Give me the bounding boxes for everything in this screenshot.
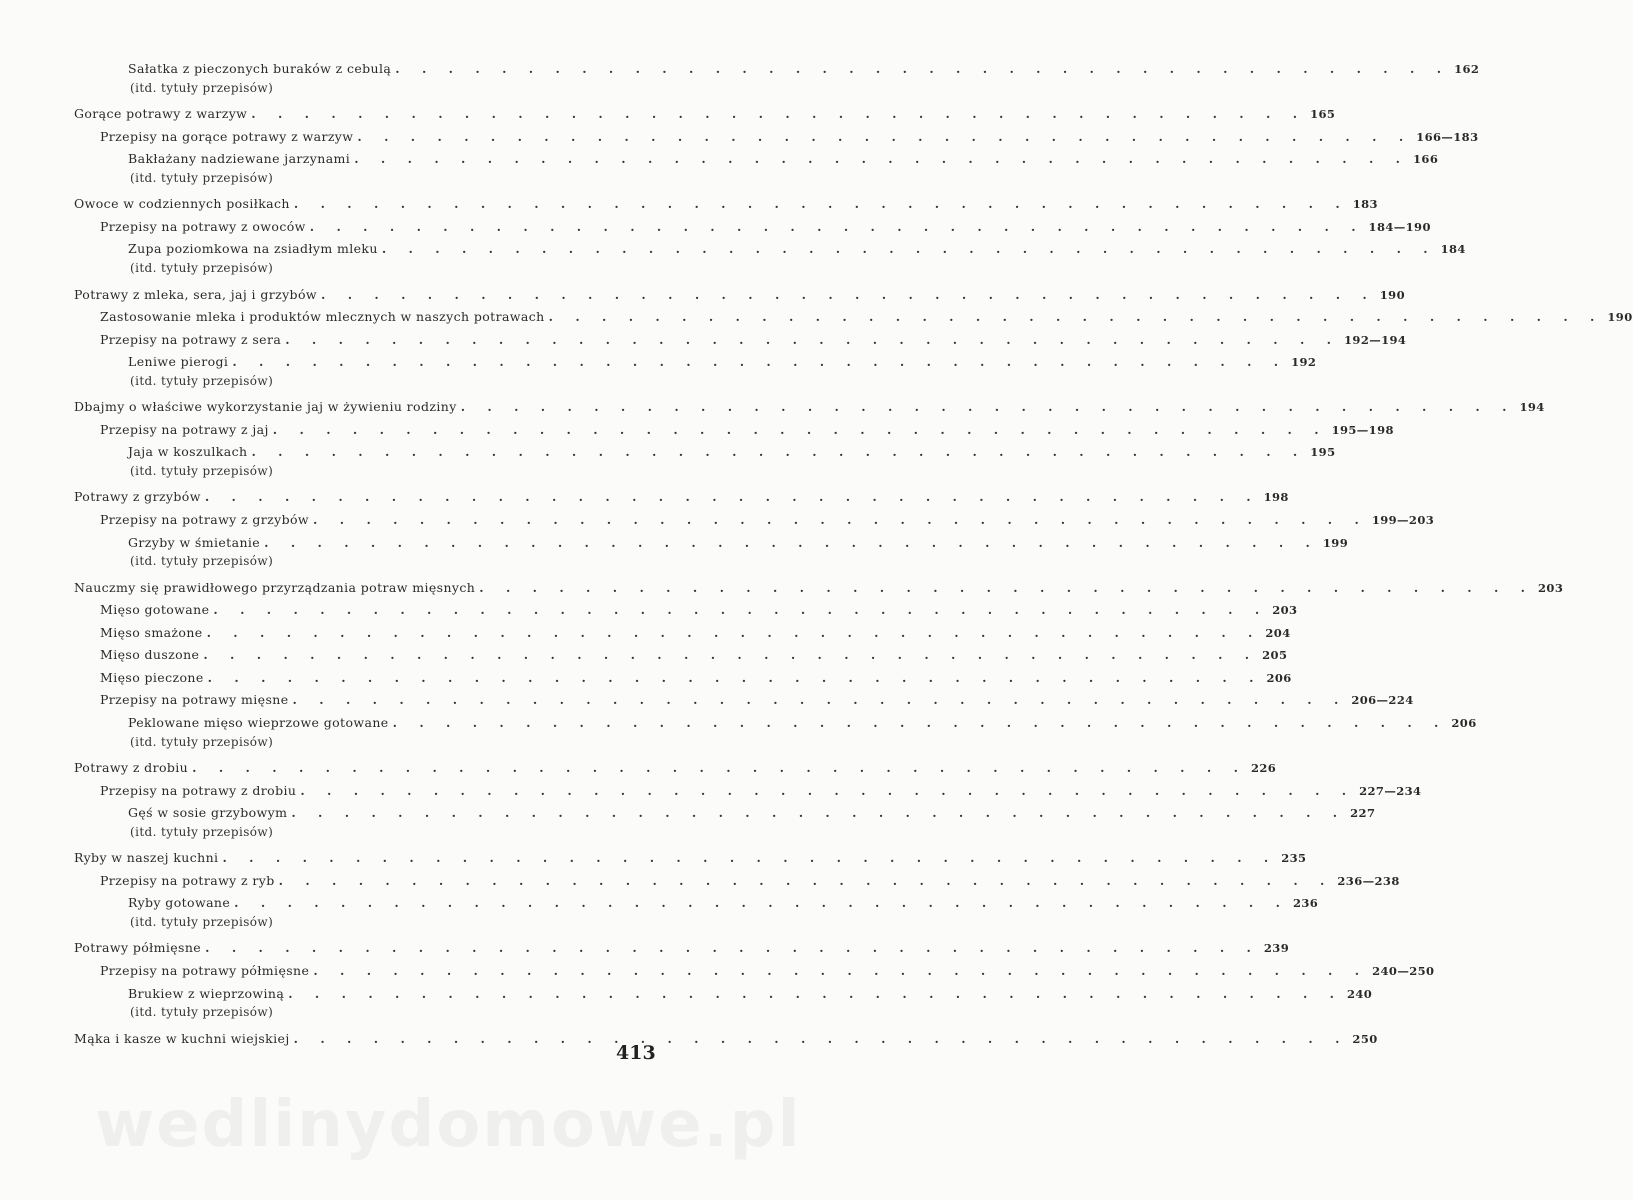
toc-note: (itd. tytuły przepisów)	[130, 260, 274, 275]
dot-leader: . . . . . . . . . . . . . . . . . . . . . . . . . . . . . . . . . . . . . . . .	[206, 624, 1262, 640]
toc-entry-title: Sałatka z pieczonych buraków z cebulą	[128, 61, 392, 76]
toc-entry-title: Zupa poziomkowa na zsiadłym mleku	[128, 241, 378, 257]
toc-entry-title: Nauczmy się prawidłowego przyrządzania potraw mięsnych	[74, 579, 476, 595]
toc-entry-title: Potrawy półmięsne	[74, 940, 202, 956]
dot-leader: . . . . . . . . . . . . . . . . . . . . . . . . . . . . . . . . . . . . . . . .	[272, 421, 1328, 437]
toc-entry-page: 240	[1347, 986, 1373, 1001]
toc-note: (itd. tytuły przepisów)	[130, 80, 274, 95]
dot-leader: . . . . . . . . . . . . . . . . . . . . . . . . . . . . . . . . . . . . . . . .	[204, 489, 1260, 505]
dot-leader: . . . . . . . . . . . . . . . . . . . . . . . . . . . . . . . . . . . . . . . .	[288, 985, 1343, 1001]
dot-leader: . . . . . . . . . . . . . . . . . . . . . . . . . . . . . . . . . . . . . . . .	[460, 399, 1516, 415]
toc-chapter	[74, 845, 1307, 866]
toc-entry-title: Przepisy na potrawy z sera	[100, 331, 282, 347]
dot-leader: . . . . . . . . . . . . . . . . . . . . . . . . . . . . . . . . . . . . . . . .	[264, 534, 1319, 550]
toc-entry-title: Dbajmy o właściwe wykorzystanie jaj w żywieniu rodziny	[74, 399, 457, 415]
toc-entry-title: Owoce w codziennych posiłkach	[74, 196, 290, 212]
toc-entry-title: Potrawy z mleka, sera, jaj i grzybów	[74, 286, 317, 302]
toc-chapter	[74, 191, 1378, 212]
toc-chapter	[74, 394, 1545, 415]
toc-chapter	[74, 101, 1336, 122]
watermark-text: wedlinydomowe.pl	[95, 1088, 802, 1162]
toc-entry-title: Zastosowanie mleka i produktów mlecznych w naszych potrawach	[100, 309, 545, 325]
toc-entry-page: 236—238	[1337, 873, 1400, 888]
toc-entry-title: Gorące potrawy z warzyw	[74, 106, 248, 122]
toc-entry-page: 162	[1454, 62, 1480, 76]
toc-entry-page: 199—203	[1371, 513, 1435, 527]
page-number: 413	[616, 1042, 656, 1064]
dot-leader: . . . . . . . . . . . . . . . . . . . . . . . . . . . . . . . . . . . . . . . .	[207, 669, 1263, 685]
toc-entry-title: Przepisy na potrawy z drobiu	[100, 782, 297, 798]
dot-leader: . . . . . . . . . . . . . . . . . . . . . . . . . . . . . . . . . . . . . . . .	[395, 61, 1451, 76]
toc-entry-title: Mięso gotowane	[100, 602, 210, 618]
toc-section	[100, 687, 1414, 708]
toc-note: (itd. tytuły przepisów)	[130, 463, 274, 478]
toc-recipe	[128, 530, 1349, 550]
dot-leader: . . . . . . . . . . . . . . . . . . . . . . . . . . . . . . . . . . . . . . . .	[251, 106, 1307, 122]
toc-entry-page: 203	[1538, 580, 1564, 595]
toc-recipe	[128, 710, 1477, 730]
toc-entry-title: Przepisy na potrawy mięsne	[100, 692, 289, 708]
dot-leader: . . . . . . . . . . . . . . . . . . . . . . . . . . . . . . . . . . . . . . . .	[234, 895, 1289, 911]
dot-leader: . . . . . . . . . . . . . . . . . . . . . . . . . . . . . . . . . . . . . . . .	[320, 286, 1376, 302]
toc-section	[100, 417, 1394, 437]
toc-entry-page: 203	[1272, 603, 1298, 618]
dot-leader: . . . . . . . . . . . . . . . . . . . . . . . . . . . . . . . . . . . . . . . .	[293, 196, 1349, 212]
dot-leader: . . . . . . . . . . . . . . . . . . . . . . . . . . . . . . . . . . . . . . . .	[548, 309, 1604, 325]
toc-entry-page: 199	[1322, 535, 1349, 550]
toc-entry-page: 194	[1519, 400, 1545, 415]
dot-leader: . . . . . . . . . . . . . . . . . . . . . . . . . . . . . . . . . . . . . . . .	[293, 1030, 1349, 1046]
toc-recipe	[128, 146, 1439, 167]
toc-entry-title: Gęś w sosie grzybowym	[128, 805, 288, 821]
dot-leader: . . . . . . . . . . . . . . . . . . . . . . . . . . . . . . . . . . . . . . . .	[479, 579, 1535, 595]
toc-entry-title: Przepisy na potrawy z jaj	[100, 421, 269, 437]
toc-entry-title: Bakłażany nadziewane jarzynami	[128, 151, 351, 167]
toc-entry-title: Potrawy z drobiu	[74, 760, 189, 776]
dot-leader: . . . . . . . . . . . . . . . . . . . . . . . . . . . . . . . . . . . . . . . .	[285, 331, 1341, 347]
toc-entry-page: 205	[1262, 648, 1288, 663]
toc-section	[100, 868, 1400, 888]
toc-entry-page: 227—234	[1359, 783, 1422, 798]
toc-entry-title: Mięso duszone	[100, 647, 200, 663]
toc-section	[100, 214, 1431, 234]
dot-leader: . . . . . . . . . . . . . . . . . . . . . . . . . . . . . . . . . . . . . . . .	[392, 714, 1448, 730]
dot-leader: . . . . . . . . . . . . . . . . . . . . . . . . . . . . . . . . . . . . . . . .	[232, 354, 1288, 370]
toc-entry-title: Przepisy na potrawy z owoców	[100, 218, 306, 234]
toc-entry-page: 165	[1310, 107, 1336, 122]
toc-entry-page: 190	[1379, 287, 1405, 302]
dot-leader: . . . . . . . . . . . . . . . . . . . . . . . . . . . . . . . . . . . . . . . .	[192, 760, 1247, 776]
toc-entry-title: Brukiew z wieprzowiną	[128, 985, 285, 1001]
dot-leader: . . . . . . . . . . . . . . . . . . . . . . . . . . . . . . . . . . . . . . . .	[357, 128, 1413, 144]
dot-leader: . . . . . . . . . . . . . . . . . . . . . . . . . . . . . . . . . . . . . . . .	[313, 963, 1369, 978]
toc-entry-page: 206	[1451, 715, 1477, 730]
dot-leader: . . . . . . . . . . . . . . . . . . . . . . . . . . . . . . . . . . . . . . . .	[381, 241, 1437, 257]
toc-recipe	[128, 981, 1373, 1001]
toc-entry-page: 198	[1263, 490, 1289, 505]
toc-entry-page: 236	[1292, 896, 1319, 911]
toc-chapter	[74, 935, 1290, 956]
dot-leader: . . . . . . . . . . . . . . . . . . . . . . . . . . . . . . . . . . . . . . . .	[291, 805, 1347, 821]
toc-entry-page: 195—198	[1331, 422, 1394, 437]
toc-section	[100, 642, 1288, 663]
toc-entry-title: Grzyby w śmietanie	[128, 534, 261, 550]
toc-recipe	[128, 890, 1319, 911]
toc-entry-title: Mąka i kasze w kuchni wiejskiej	[74, 1030, 290, 1046]
toc-entry-page: 250	[1352, 1031, 1378, 1046]
toc-entry-title: Leniwe pierogi	[128, 354, 229, 370]
toc-chapter	[74, 755, 1277, 776]
toc-entry-page: 227	[1350, 806, 1376, 821]
toc-entry-title: Przepisy na potrawy z ryb	[100, 872, 275, 888]
toc-entry-page: 184—190	[1368, 219, 1431, 234]
toc-entry-page: 204	[1265, 625, 1291, 640]
toc-entry-title: Mięso smażone	[100, 624, 203, 640]
toc-entry-page: 235	[1281, 851, 1307, 866]
dot-leader: . . . . . . . . . . . . . . . . . . . . . . . . . . . . . . . . . . . . . . . .	[300, 782, 1356, 798]
toc-entry-page: 226	[1250, 761, 1277, 776]
dot-leader: . . . . . . . . . . . . . . . . . . . . . . . . . . . . . . . . . . . . . . . .	[222, 850, 1278, 866]
toc-entry-page: 184	[1440, 242, 1466, 257]
toc-entry-page: 190	[1607, 310, 1633, 325]
dot-leader: . . . . . . . . . . . . . . . . . . . . . . . . . . . . . . . . . . . . . . . .	[313, 512, 1368, 527]
toc-chapter	[74, 1026, 1378, 1046]
toc-entry-page: 195	[1310, 445, 1336, 460]
toc-note: (itd. tytuły przepisów)	[130, 554, 274, 569]
dot-leader: . . . . . . . . . . . . . . . . . . . . . . . . . . . . . . . . . . . . . . . .	[292, 692, 1348, 708]
toc-entry-title: Przepisy na potrawy z grzybów	[100, 512, 310, 527]
toc-section	[100, 597, 1298, 618]
toc-section	[100, 778, 1422, 798]
toc-entry-page: 166	[1413, 152, 1439, 167]
toc-entry-title: Mięso pieczone	[100, 669, 204, 685]
toc-note: (itd. tytuły przepisów)	[130, 1005, 274, 1020]
toc-chapter	[74, 484, 1289, 505]
toc-note: (itd. tytuły przepisów)	[130, 373, 274, 388]
dot-leader: . . . . . . . . . . . . . . . . . . . . . . . . . . . . . . . . . . . . . . . .	[205, 940, 1260, 956]
toc-note: (itd. tytuły przepisów)	[130, 824, 274, 839]
dot-leader: . . . . . . . . . . . . . . . . . . . . . . . . . . . . . . . . . . . . . . . .	[278, 872, 1334, 888]
toc-entry-page: 192—194	[1344, 332, 1407, 347]
toc-entry-page: 240—250	[1372, 964, 1435, 978]
dot-leader: . . . . . . . . . . . . . . . . . . . . . . . . . . . . . . . . . . . . . . . .	[309, 218, 1365, 234]
toc-entry-page: 239	[1263, 941, 1290, 956]
toc-entry-page: 206—224	[1351, 693, 1414, 708]
toc-entry-page: 192	[1291, 355, 1317, 370]
toc-entry-title: Potrawy z grzybów	[74, 489, 201, 505]
toc-entry-title: Ryby w naszej kuchni	[74, 850, 219, 866]
toc-recipe	[128, 800, 1376, 821]
toc-section	[100, 665, 1292, 685]
toc-note: (itd. tytuły przepisów)	[130, 914, 274, 929]
toc-entry-title: Peklowane mięso wieprzowe gotowane	[128, 714, 389, 730]
toc-recipe	[128, 56, 1480, 76]
dot-leader: . . . . . . . . . . . . . . . . . . . . . . . . . . . . . . . . . . . . . . . .	[251, 444, 1307, 460]
dot-leader: . . . . . . . . . . . . . . . . . . . . . . . . . . . . . . . . . . . . . . . .	[354, 151, 1410, 167]
toc-note: (itd. tytuły przepisów)	[130, 170, 274, 185]
toc-entry-page: 183	[1352, 197, 1378, 212]
toc-entry-title: Jaja w koszulkach	[128, 444, 248, 460]
toc-entry-page: 206	[1266, 670, 1292, 685]
toc-entry-title: Przepisy na potrawy półmięsne	[100, 963, 310, 978]
toc-section	[100, 304, 1633, 325]
toc-section	[100, 507, 1435, 527]
toc-recipe	[128, 439, 1336, 460]
toc-section	[100, 124, 1479, 144]
toc-entry-title: Przepisy na gorące potrawy z warzyw	[100, 128, 354, 144]
toc-chapter	[74, 575, 1564, 595]
dot-leader: . . . . . . . . . . . . . . . . . . . . . . . . . . . . . . . . . . . . . . . .	[213, 602, 1269, 618]
toc-note: (itd. tytuły przepisów)	[130, 734, 274, 749]
toc-section	[100, 620, 1291, 640]
toc-section	[100, 327, 1407, 347]
toc-chapter	[74, 282, 1405, 302]
toc-section	[100, 958, 1435, 978]
toc-entry-title: Ryby gotowane	[128, 895, 231, 911]
toc-recipe	[128, 349, 1317, 370]
toc-recipe	[128, 236, 1466, 257]
toc-entry-page: 166—183	[1416, 129, 1479, 144]
dot-leader: . . . . . . . . . . . . . . . . . . . . . . . . . . . . . . . . . . . . . . . .	[203, 647, 1259, 663]
